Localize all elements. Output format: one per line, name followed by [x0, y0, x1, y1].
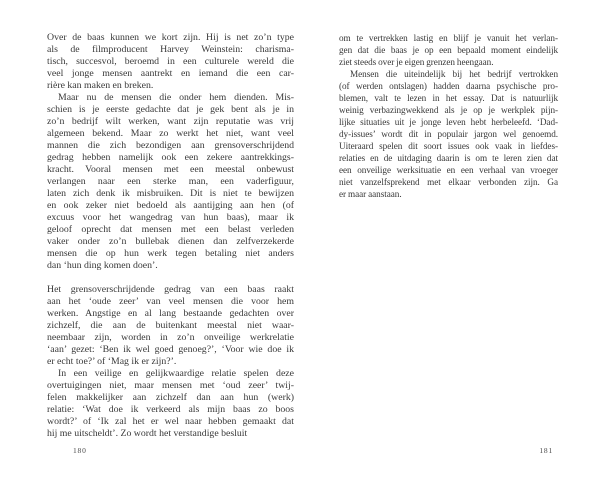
paragraph	[47, 368, 294, 440]
text-line: zo’n bedrijf wilt werken, want zijn reputatie was vrij	[47, 116, 294, 127]
text-line: Het grensoverschrijdende gedrag van een baas raakt	[47, 284, 294, 295]
text-line: geloof oprecht dat mensen met een belast verleden	[47, 224, 294, 235]
text-line: zichzelf, die aan de buitenkant meestal niet waar-	[47, 320, 294, 331]
text-line: gedrag hebben namelijk ook een zekere aantrekkings-	[47, 152, 294, 163]
text-line: (of werden ontslagen) hadden daarna psychische pro-	[339, 81, 558, 91]
text-line: mannen die zich bezondigen aan grensoverschrijdend	[47, 140, 294, 151]
text-line: dan ‘hun ding komen doen’.	[47, 260, 158, 271]
paragraph	[47, 92, 294, 272]
text-line: laten zich denk ik misbruiken. Dit is niet te bewijzen	[47, 188, 294, 199]
page-number-right: 181	[539, 446, 553, 455]
text-line: kracht. Vooral mensen met een meestal onbewust	[47, 164, 294, 175]
text-line: er maar aanstaan.	[339, 189, 402, 199]
text-line: relatie: ‘Wat doe ik verkeerd als mijn baas zo boos	[47, 404, 294, 415]
text-line: er echt toe?’ of ‘Mag ik er zijn?’.	[47, 356, 177, 367]
text-line: excuus voor het wangedrag van hun baas), maar ik	[47, 212, 294, 223]
paragraph	[339, 68, 558, 200]
text-line: rière kan maken en breken.	[47, 80, 154, 91]
text-line: een onveilige werksituatie en een verhaal van vroeger	[339, 165, 558, 175]
text-line: Over de baas kunnen we kort zijn. Hij is net zo’n type	[47, 32, 294, 43]
page-text	[339, 32, 558, 200]
page-left	[47, 32, 294, 455]
text-line: veel jonge mensen aantrekt en iemand die een car-	[47, 68, 294, 79]
text-line: dy-issues’ wordt dit in populair jargon wel genoemd.	[339, 129, 558, 139]
text-line: weinig verbazingwekkend als je op je werkplek pijn-	[339, 105, 558, 115]
text-line: en ook zeker niet bedoeld als aantijging aan hen (of	[47, 200, 294, 211]
text-line: verlangen naar een sterke man, een vaderfiguur,	[47, 176, 294, 187]
text-line: felen makkelijker aan zichzelf dan aan hun (werk)	[47, 392, 294, 403]
text-line: relaties en de uitdaging daarin is om te leren zien dat	[339, 153, 558, 163]
text-line: Mensen die uiteindelijk bij het bedrijf vertrokken	[350, 69, 558, 79]
text-line: In een veilige en gelijkwaardige relatie spelen deze	[58, 368, 294, 379]
text-line: Maar nu de mensen die onder hem dienden. Mis-	[58, 92, 294, 103]
text-line: algemeen bekend. Maar zo werkt het niet, want veel	[47, 128, 294, 139]
text-line: niet vanzelfsprekend met elkaar verbonden zijn. Ga	[339, 177, 558, 187]
text-line: werken. Angstige en al lang bestaande gedachten over	[47, 308, 294, 319]
text-line: neembaar zijn, worden in zo’n onveilige werkrelatie	[47, 332, 294, 343]
page-right	[339, 32, 558, 455]
text-line: blemen, valt te lezen in het essay. Dat is natuurlijk	[339, 93, 558, 103]
text-line: schien is je eerste gedachte dat je gek bent als je in	[47, 104, 294, 115]
text-line: als de filmproducent Harvey Weinstein: charisma-	[47, 44, 294, 55]
page-number-left: 180	[73, 446, 87, 455]
paragraph	[339, 32, 558, 68]
page-text	[47, 32, 294, 440]
text-line: wordt?’ of ‘Ik zal het er wel naar hebben gemaakt dat	[47, 416, 294, 427]
text-line: aan het ‘oude zeer’ van veel mensen die voor hem	[47, 296, 294, 307]
text-line: ziet steeds over je eigen grenzen heengaan.	[339, 57, 494, 67]
text-line: gen dat die baas je op een bepaald moment eindelijk	[339, 45, 558, 55]
text-line: hij me uitscheldt’. Zo wordt het verstandige besluit	[47, 428, 248, 439]
text-line: ‘aan’ gezet: ‘Ben ik wel goed genoeg?’, ‘Voor wie doe ik	[47, 344, 294, 355]
text-line: mensen die op hun werk tegen betaling niet anders	[47, 248, 294, 259]
text-line: om te vertrekken lastig en blijf je vanuit het verlan-	[339, 33, 558, 43]
text-line: vaker onder zo’n bullebak dienen dan zelfverzekerde	[47, 236, 294, 247]
text-line: Uiteraard spelen dit soort issues ook vaak in liefdes-	[339, 141, 558, 151]
paragraph	[47, 32, 294, 92]
text-line: overtuigingen niet, maar mensen met ‘oud zeer’ twij-	[47, 380, 294, 391]
text-line: lijke situaties uit je jonge leven hebt herbeleefd. ‘Dad-	[339, 117, 558, 127]
text-line: tisch, succesvol, beroemd in een culturele wereld die	[47, 56, 294, 67]
paragraph	[47, 284, 294, 368]
